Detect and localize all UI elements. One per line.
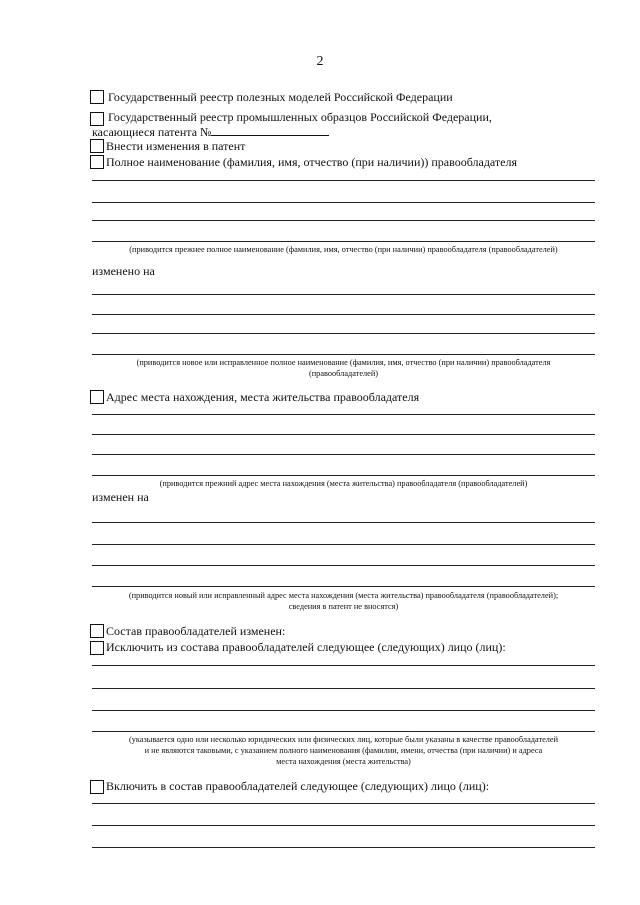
address-label: Адрес места нахождения, места жительства правообладателя: [106, 390, 420, 404]
holders-changed-checkbox[interactable]: [90, 624, 104, 638]
previous-address-line-2[interactable]: [92, 434, 595, 435]
amend-patent-label: Внести изменения в патент: [106, 139, 246, 153]
utility-models-registry-checkbox[interactable]: [90, 90, 104, 104]
patent-number-field[interactable]: [92, 124, 329, 139]
new-address-line-1[interactable]: [92, 522, 595, 523]
holders-changed-label: Состав правообладателей изменен:: [106, 624, 286, 638]
previous-name-line-4[interactable]: [92, 241, 595, 242]
excluded-hint-line-1: (указывается одно или несколько юридических или физических лиц, которые были указаны в качестве правообладателей: [128, 735, 559, 744]
full-name-checkbox[interactable]: [90, 155, 104, 169]
new-name-hint-line-2: (правообладателей): [308, 369, 379, 378]
utility-models-registry-label: Государственный реестр полезных моделей Российской Федерации: [108, 90, 453, 104]
changed-to-masc-label: изменен на: [92, 490, 149, 504]
exclude-holders-label: Исключить из состава правообладателей следующее (следующих) лицо (лиц):: [106, 640, 506, 654]
patent-number-blank[interactable]: [211, 124, 329, 136]
address-checkbox[interactable]: [90, 390, 104, 404]
excluded-hint-line-2: и не являются таковыми, с указанием полного наименования (фамилии, имени, отчества (при наличии) и адреса: [144, 746, 543, 755]
new-name-line-2[interactable]: [92, 314, 595, 315]
new-address-line-3[interactable]: [92, 565, 595, 566]
new-address-line-2[interactable]: [92, 544, 595, 545]
excluded-line-4[interactable]: [92, 731, 595, 732]
include-holders-checkbox[interactable]: [90, 780, 104, 794]
new-name-line-4[interactable]: [92, 354, 595, 355]
excluded-line-1[interactable]: [92, 665, 595, 666]
included-line-2[interactable]: [92, 825, 595, 826]
excluded-line-3[interactable]: [92, 710, 595, 711]
patent-number-prefix: касающиеся патента №: [92, 125, 212, 139]
previous-address-line-3[interactable]: [92, 454, 595, 455]
page-number: 2: [316, 54, 324, 69]
included-line-1[interactable]: [92, 803, 595, 804]
new-name-line-1[interactable]: [92, 294, 595, 295]
previous-name-line-2[interactable]: [92, 202, 595, 203]
previous-address-hint: (приводится прежний адрес места нахождения (места жительства) правообладателя (правообладателей): [159, 479, 528, 488]
new-address-hint-line-1: (приводится новый или исправленный адрес места нахождения (места жительства) правообладателя (правообладателей);: [128, 591, 559, 600]
previous-name-line-3[interactable]: [92, 220, 595, 221]
new-address-line-4[interactable]: [92, 586, 595, 587]
included-line-3[interactable]: [92, 847, 595, 848]
excluded-line-2[interactable]: [92, 688, 595, 689]
excluded-hint-line-3: места нахождения (места жительства): [276, 757, 411, 766]
previous-address-line-1[interactable]: [92, 414, 595, 415]
amend-patent-checkbox[interactable]: [90, 139, 104, 153]
previous-name-line-1[interactable]: [92, 180, 595, 181]
new-name-hint-line-1: (приводится новое или исправленное полное наименование (фамилия, имя, отчество (при наличии) правообладателя: [136, 358, 551, 367]
industrial-designs-registry-label: Государственный реестр промышленных образцов Российской Федерации,: [108, 110, 492, 124]
full-name-label: Полное наименование (фамилия, имя, отчество (при наличии)) правообладателя: [106, 155, 518, 169]
changed-to-label: изменено на: [92, 264, 155, 278]
previous-address-line-4[interactable]: [92, 475, 595, 476]
new-address-hint-line-2: сведения в патент не вносятся): [288, 602, 399, 611]
include-holders-label: Включить в состав правообладателей следующее (следующих) лицо (лиц):: [106, 779, 490, 793]
exclude-holders-checkbox[interactable]: [90, 641, 104, 655]
new-name-line-3[interactable]: [92, 333, 595, 334]
previous-name-hint: (приводится прежнее полное наименование (фамилия, имя, отчество (при наличии) правообладателя (правообладателей): [129, 245, 558, 254]
